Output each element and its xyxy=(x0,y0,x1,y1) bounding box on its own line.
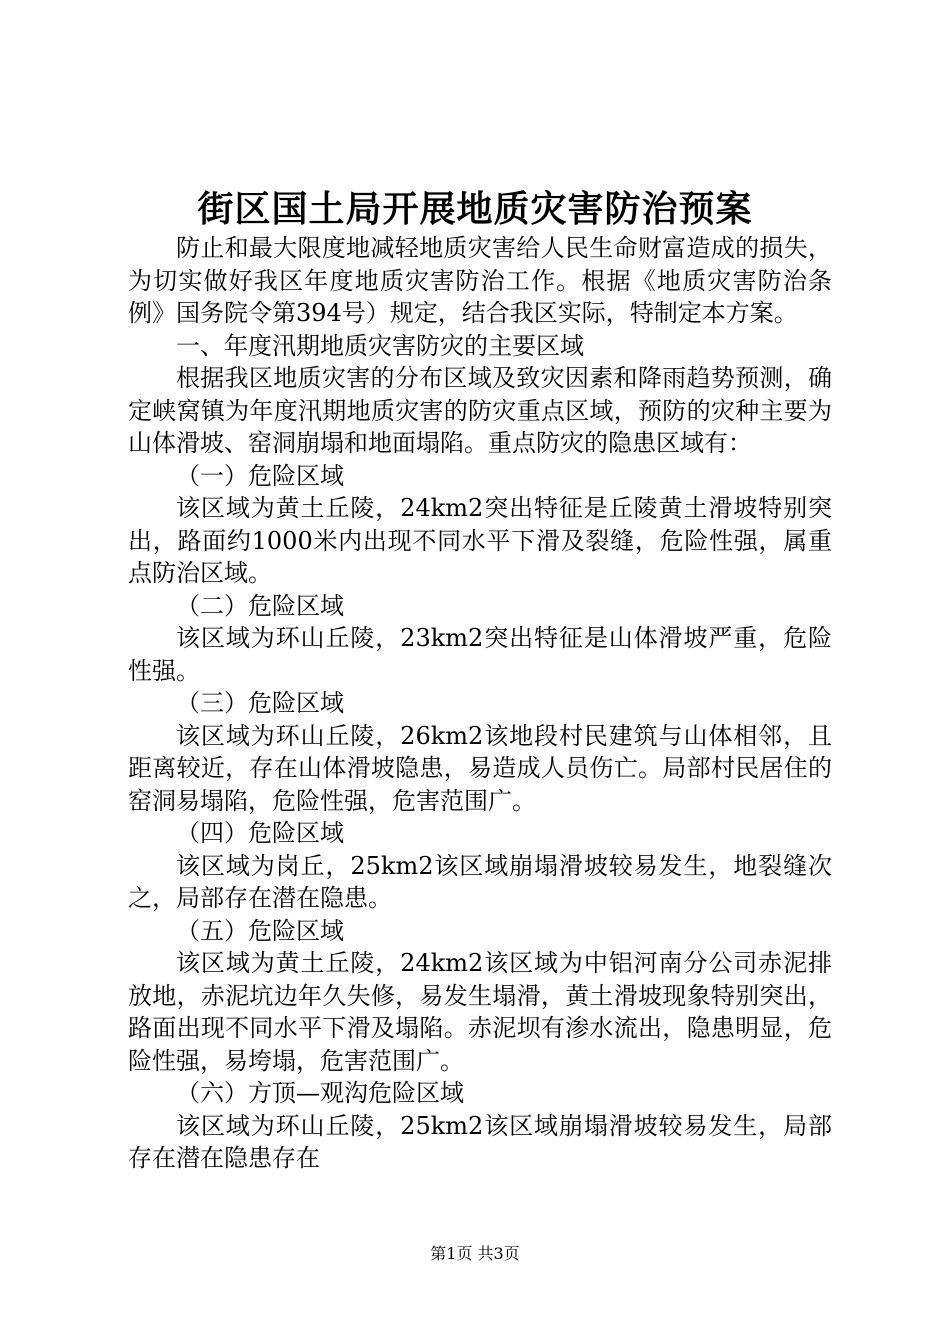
paragraph-regions: 根据我区地质灾害的分布区域及致灾因素和降雨趋势预测，确定峡窝镇为年度汛期地质灾害的防灾重点区域，预防的灾种主要为山体滑坡、窑洞崩塌和地面塌陷。重点防灾的隐患区域有： xyxy=(128,364,832,457)
subheading-region-1: （一）危险区域 xyxy=(176,461,344,490)
subheading-region-2: （二）危险区域 xyxy=(176,591,344,620)
document-title: 街区国土局开展地质灾害防治预案 xyxy=(197,188,753,230)
subheading-region-6: （六）方顶—观沟危险区域 xyxy=(176,1079,464,1107)
subheading-region-4: （四）危险区域 xyxy=(176,819,344,847)
page-footer: 第1页 共3页 xyxy=(430,1244,520,1263)
section-heading-1: 一、年度汛期地质灾害防灾的主要区域 xyxy=(176,331,584,360)
paragraph-region-1: 该区域为黄土丘陵，24km2突出特征是丘陵黄土滑坡特别突出，路面约1000米内出现不同水平下滑及裂缝，危险性强，属重点防治区域。 xyxy=(128,494,832,587)
paragraph-region-2: 该区域为环山丘陵，23km2突出特征是山体滑坡严重，危险性强。 xyxy=(128,624,832,685)
document-body xyxy=(128,232,832,1175)
paragraph-region-3: 该区域为环山丘陵，26km2该地段村民建筑与山体相邻，且距离较近，存在山体滑坡隐患，易造成人员伤亡。局部村民居住的窑洞易塌陷，危险性强，危害范围广。 xyxy=(128,721,832,815)
paragraph-intro: 防止和最大限度地减轻地质灾害给人民生命财富造成的损失，为切实做好我区年度地质灾害防治工作。根据《地质灾害防治条例》国务院令第394号）规定，结合我区实际，特制定本方案。 xyxy=(128,234,832,327)
subheading-region-5: （五）危险区域 xyxy=(176,916,344,945)
subheading-region-3: （三）危险区域 xyxy=(176,689,344,717)
paragraph-region-5: 该区域为黄土丘陵，24km2该区域为中铝河南分公司赤泥排放地，赤泥坑边年久失修，易发生塌滑，黄土滑坡现象特别突出，路面出现不同水平下滑及塌陷。赤泥坝有渗水流出，隐患明显，危险性强，易垮塌，危害范围广。 xyxy=(128,949,832,1075)
paragraph-region-6: 该区域为环山丘陵，25km2该区域崩塌滑坡较易发生，局部存在潜在隐患存在 xyxy=(128,1111,832,1172)
paragraph-region-4: 该区域为岗丘，25km2该区域崩塌滑坡较易发生，地裂缝次之，局部存在潜在隐患。 xyxy=(128,851,832,912)
